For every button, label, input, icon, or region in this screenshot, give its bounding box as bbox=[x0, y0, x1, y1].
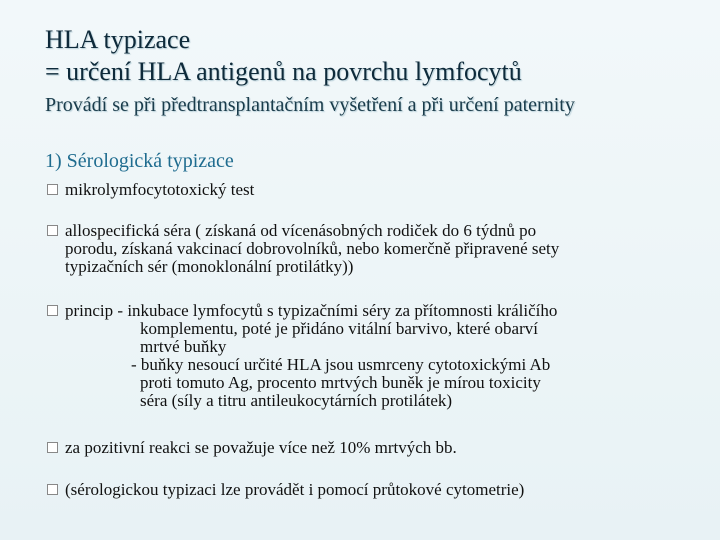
bullet-3-label: princip bbox=[65, 301, 114, 320]
bullet-3-line-1-text: - inkubace lymfocytů s typizačními séry za přítomnosti králičího bbox=[117, 301, 558, 320]
bullet-2-line-2: porodu, získaná vakcinací dobrovolníků, nebo komerčně připravené sety bbox=[65, 239, 560, 258]
bullet-3-line-6: séra (síly a titru antileukocytárních protilátek) bbox=[140, 391, 453, 410]
bullet-box-icon bbox=[47, 442, 58, 453]
bullet-box-icon bbox=[47, 184, 58, 195]
bullet-3-line-3: mrtvé buňky bbox=[140, 337, 227, 356]
bullet-3-line-4: - buňky nesoucí určité HLA jsou usmrceny cytotoxickými Ab bbox=[131, 355, 551, 374]
bullet-3-line-5: proti tomuto Ag, procento mrtvých buněk je mírou toxicity bbox=[140, 373, 541, 392]
bullet-box-icon bbox=[47, 225, 58, 236]
title-line-2: = určení HLA antigenů na povrchu lymfocytů bbox=[45, 57, 522, 86]
bullet-2-line-3: typizačních sér (monoklonální protilátky)) bbox=[65, 257, 354, 276]
bullet-box-icon bbox=[47, 305, 58, 316]
title-line-1: HLA typizace bbox=[45, 25, 191, 54]
bullet-2-text bbox=[65, 222, 559, 276]
subtitle: Provádí se při předtransplantačním vyšetření a při určení paternity bbox=[45, 94, 575, 116]
bullet-box-icon bbox=[47, 484, 58, 495]
bullet-3-line-2: komplementu, poté je přidáno vitální barvivo, které obarví bbox=[140, 319, 538, 338]
bullet-1-text: mikrolymfocytotoxický test bbox=[65, 180, 255, 199]
section-heading: 1) Sérologická typizace bbox=[45, 150, 234, 172]
bullet-3-text bbox=[65, 302, 557, 410]
bullet-3-line-1 bbox=[65, 302, 557, 320]
bullet-4-text: za pozitivní reakci se považuje více než 10% mrtvých bb. bbox=[65, 438, 457, 457]
bullet-2-line-1: allospecifická séra ( získaná od vícenásobných rodiček do 6 týdnů po bbox=[65, 221, 537, 240]
bullet-5-text: (sérologickou typizaci lze provádět i pomocí průtokové cytometrie) bbox=[65, 480, 525, 499]
